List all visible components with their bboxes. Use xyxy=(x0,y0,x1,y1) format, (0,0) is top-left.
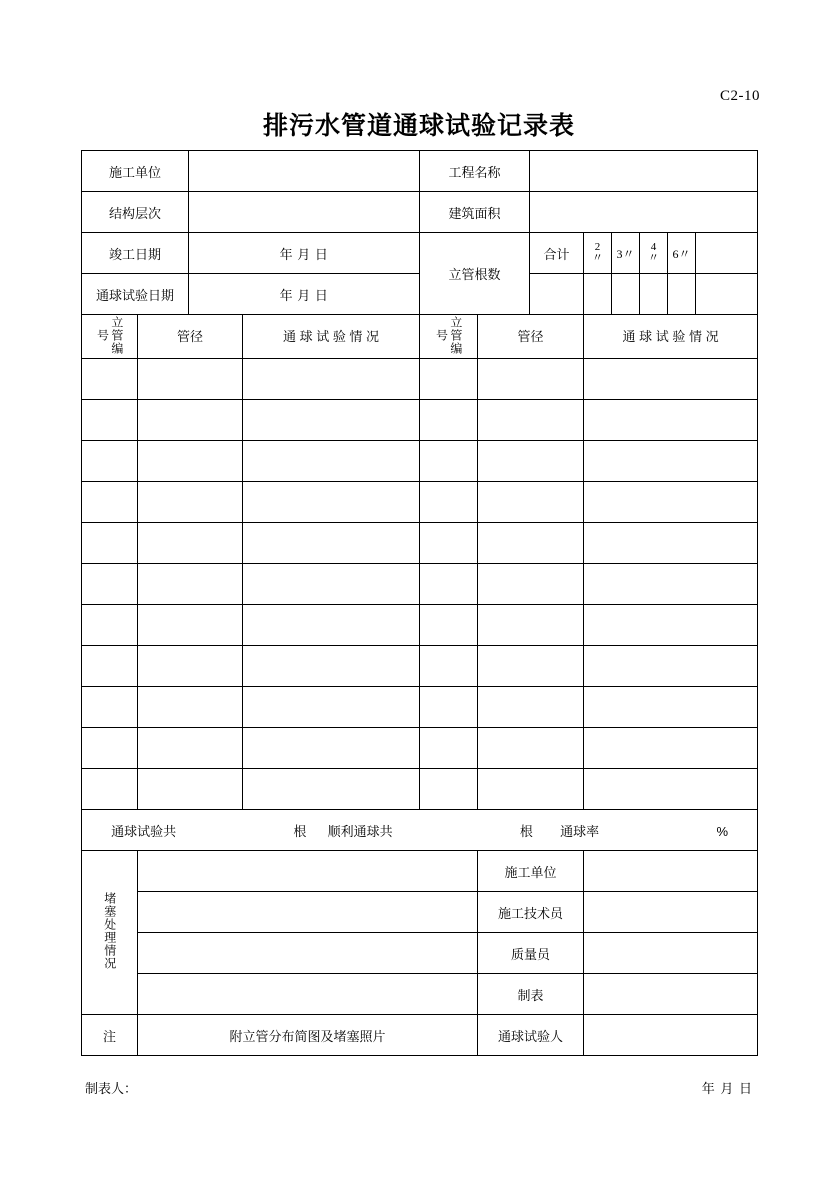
ball-test-date-value[interactable]: 年 月 日 xyxy=(189,274,420,315)
footer-date-label: 年 月 日 xyxy=(701,1081,753,1096)
cell-left-riser-no[interactable] xyxy=(82,687,138,728)
construction-unit-value[interactable] xyxy=(189,151,420,192)
cell-left-result[interactable] xyxy=(243,646,420,687)
remark-content: 附立管分布简图及堵塞照片 xyxy=(138,1015,478,1056)
cell-right-diameter[interactable] xyxy=(478,564,584,605)
cell-left-diameter[interactable] xyxy=(138,441,243,482)
project-name-label: 工程名称 xyxy=(420,151,530,192)
cell-right-riser-no[interactable] xyxy=(420,482,478,523)
cell-left-riser-no[interactable] xyxy=(82,728,138,769)
cell-right-result[interactable] xyxy=(584,769,758,810)
blockage-row-1 xyxy=(82,851,758,892)
cell-right-diameter[interactable] xyxy=(478,441,584,482)
blockage-sign-1[interactable] xyxy=(584,851,758,892)
summary-row xyxy=(82,810,758,851)
cell-left-result[interactable] xyxy=(243,400,420,441)
size-col-header-2: 3〃 xyxy=(612,233,640,274)
table-row xyxy=(82,400,758,441)
blockage-row-4 xyxy=(82,974,758,1015)
blockage-role-2: 施工技术员 xyxy=(478,892,584,933)
table-row xyxy=(82,769,758,810)
cell-left-diameter[interactable] xyxy=(138,605,243,646)
blockage-note-4[interactable] xyxy=(138,974,478,1015)
record-table xyxy=(81,150,758,1056)
header-row-1 xyxy=(82,151,758,192)
cell-right-result[interactable] xyxy=(584,564,758,605)
header-row-2 xyxy=(82,192,758,233)
table-row xyxy=(82,605,758,646)
header-row-3 xyxy=(82,233,758,274)
cell-left-riser-no[interactable] xyxy=(82,769,138,810)
cell-left-result[interactable] xyxy=(243,441,420,482)
cell-left-result[interactable] xyxy=(243,482,420,523)
cell-right-result[interactable] xyxy=(584,523,758,564)
size-col-header-4: 6〃 xyxy=(668,233,696,274)
completion-date-label: 竣工日期 xyxy=(82,233,189,274)
summary-label-4: 根 xyxy=(519,823,533,839)
cell-right-riser-no[interactable] xyxy=(420,523,478,564)
cell-right-result[interactable] xyxy=(584,359,758,400)
cell-left-riser-no[interactable] xyxy=(82,605,138,646)
col-header-right-diameter: 管径 xyxy=(478,315,584,359)
tester-value[interactable] xyxy=(584,1015,758,1056)
table-row xyxy=(82,523,758,564)
size-col-value-3[interactable] xyxy=(640,274,668,315)
col-header-left-diameter: 管径 xyxy=(138,315,243,359)
cell-right-diameter[interactable] xyxy=(478,769,584,810)
table-row xyxy=(82,482,758,523)
column-header-row xyxy=(82,315,758,359)
cell-right-result[interactable] xyxy=(584,400,758,441)
blockage-role-1: 施工单位 xyxy=(478,851,584,892)
cell-left-riser-no[interactable] xyxy=(82,441,138,482)
col-header-right-riser-no: 立管编号 xyxy=(420,315,478,359)
cell-left-result[interactable] xyxy=(243,728,420,769)
blockage-row-3 xyxy=(82,933,758,974)
cell-right-result[interactable] xyxy=(584,728,758,769)
page-title: 排污水管道通球试验记录表 xyxy=(262,112,575,140)
cell-right-riser-no[interactable] xyxy=(420,359,478,400)
cell-left-result[interactable] xyxy=(243,359,420,400)
blockage-sign-4[interactable] xyxy=(584,974,758,1015)
riser-total-value[interactable] xyxy=(530,274,584,315)
blockage-role-4: 制表 xyxy=(478,974,584,1015)
ball-test-date-label: 通球试验日期 xyxy=(82,274,189,315)
size-col-header-5 xyxy=(696,233,758,274)
size-col-value-2[interactable] xyxy=(612,274,640,315)
summary-label-6: % xyxy=(716,823,728,839)
footer-maker-label: 制表人： xyxy=(85,1081,138,1096)
col-header-left-result: 通 球 试 验 情 况 xyxy=(243,315,420,359)
cell-right-diameter[interactable] xyxy=(478,687,584,728)
cell-right-diameter[interactable] xyxy=(478,359,584,400)
cell-left-result[interactable] xyxy=(243,605,420,646)
col-header-left-riser-no: 立管编号 xyxy=(82,315,138,359)
cell-left-result[interactable] xyxy=(243,687,420,728)
table-row xyxy=(82,687,758,728)
project-name-value[interactable] xyxy=(530,151,758,192)
table-row xyxy=(82,359,758,400)
construction-unit-label: 施工单位 xyxy=(82,151,189,192)
cell-right-diameter[interactable] xyxy=(478,400,584,441)
cell-left-riser-no[interactable] xyxy=(82,400,138,441)
cell-right-result[interactable] xyxy=(584,687,758,728)
blockage-row-2 xyxy=(82,892,758,933)
cell-left-diameter[interactable] xyxy=(138,400,243,441)
blockage-note-1[interactable] xyxy=(138,851,478,892)
size-col-value-1[interactable] xyxy=(584,274,612,315)
cell-right-diameter[interactable] xyxy=(478,728,584,769)
remark-row xyxy=(82,1015,758,1056)
cell-right-riser-no[interactable] xyxy=(420,400,478,441)
cell-left-riser-no[interactable] xyxy=(82,482,138,523)
table-row xyxy=(82,441,758,482)
cell-left-riser-no[interactable] xyxy=(82,564,138,605)
summary-label-1: 通球试验共 xyxy=(111,823,177,839)
building-area-label: 建筑面积 xyxy=(420,192,530,233)
table-row xyxy=(82,646,758,687)
cell-left-riser-no[interactable] xyxy=(82,646,138,687)
cell-left-result[interactable] xyxy=(243,523,420,564)
cell-left-diameter[interactable] xyxy=(138,482,243,523)
structure-layer-value[interactable] xyxy=(189,192,420,233)
blockage-label: 堵塞处理情况 xyxy=(82,851,138,1015)
cell-right-riser-no[interactable] xyxy=(420,646,478,687)
blockage-sign-3[interactable] xyxy=(584,933,758,974)
size-col-header-3: 4 〃 xyxy=(640,233,668,274)
blockage-sign-2[interactable] xyxy=(584,892,758,933)
building-area-value[interactable] xyxy=(530,192,758,233)
cell-right-result[interactable] xyxy=(584,441,758,482)
cell-left-diameter[interactable] xyxy=(138,687,243,728)
cell-right-result[interactable] xyxy=(584,482,758,523)
cell-left-riser-no[interactable] xyxy=(82,523,138,564)
cell-right-diameter[interactable] xyxy=(478,646,584,687)
summary-label-5: 通球率 xyxy=(560,823,600,839)
cell-left-diameter[interactable] xyxy=(138,523,243,564)
cell-left-riser-no[interactable] xyxy=(82,359,138,400)
cell-right-diameter[interactable] xyxy=(478,605,584,646)
cell-right-riser-no[interactable] xyxy=(420,441,478,482)
size-col-header-1: 2 〃 xyxy=(584,233,612,274)
summary-label-3: 顺利通球共 xyxy=(327,823,393,839)
structure-layer-label: 结构层次 xyxy=(82,192,189,233)
table-row xyxy=(82,728,758,769)
riser-count-label: 立管根数 xyxy=(420,233,530,315)
cell-right-diameter[interactable] xyxy=(478,523,584,564)
cell-right-riser-no[interactable] xyxy=(420,769,478,810)
cell-left-result[interactable] xyxy=(243,564,420,605)
cell-right-result[interactable] xyxy=(584,605,758,646)
blockage-note-2[interactable] xyxy=(138,892,478,933)
cell-right-result[interactable] xyxy=(584,646,758,687)
tester-label: 通球试验人 xyxy=(478,1015,584,1056)
cell-right-riser-no[interactable] xyxy=(420,687,478,728)
cell-left-diameter[interactable] xyxy=(138,646,243,687)
cell-left-diameter[interactable] xyxy=(138,564,243,605)
blockage-role-3: 质量员 xyxy=(478,933,584,974)
cell-left-diameter[interactable] xyxy=(138,728,243,769)
table-row xyxy=(82,564,758,605)
cell-left-diameter[interactable] xyxy=(138,359,243,400)
riser-total-label: 合计 xyxy=(530,233,584,274)
cell-left-diameter[interactable] xyxy=(138,769,243,810)
completion-date-value[interactable]: 年 月 日 xyxy=(189,233,420,274)
col-header-right-result: 通 球 试 验 情 况 xyxy=(584,315,758,359)
cell-right-riser-no[interactable] xyxy=(420,564,478,605)
form-code: C2-10 xyxy=(720,88,760,104)
cell-left-result[interactable] xyxy=(243,769,420,810)
blockage-note-3[interactable] xyxy=(138,933,478,974)
cell-right-riser-no[interactable] xyxy=(420,728,478,769)
size-col-value-4[interactable] xyxy=(668,274,696,315)
summary-line[interactable] xyxy=(82,810,758,851)
remark-label: 注 xyxy=(82,1015,138,1056)
cell-right-riser-no[interactable] xyxy=(420,605,478,646)
cell-right-diameter[interactable] xyxy=(478,482,584,523)
summary-label-2: 根 xyxy=(293,823,307,839)
size-col-value-5[interactable] xyxy=(696,274,758,315)
